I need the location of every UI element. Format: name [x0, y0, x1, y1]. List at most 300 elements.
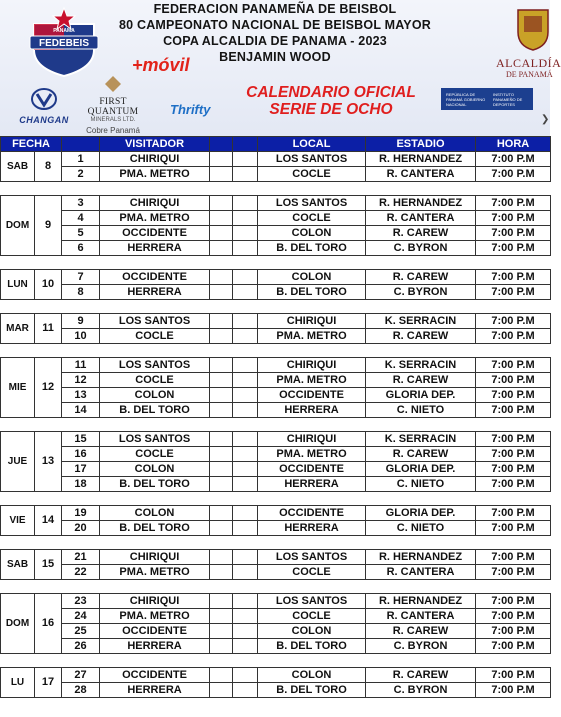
blank-cell	[210, 594, 233, 609]
blank-cell	[210, 639, 233, 654]
day-cell: VIE	[1, 506, 35, 536]
game-number-cell: 7	[62, 270, 100, 285]
blank-cell	[210, 388, 233, 403]
stadium-cell: R. HERNANDEZ	[366, 550, 476, 565]
stadium-cell: K. SERRACIN	[366, 358, 476, 373]
table-row	[1, 594, 551, 609]
dedication-title: BENJAMIN WOOD	[219, 50, 331, 64]
table-row	[1, 432, 551, 447]
visitor-cell: HERRERA	[100, 683, 210, 698]
blank-cell	[210, 624, 233, 639]
stadium-cell: R. CAREW	[366, 668, 476, 683]
local-cell: PMA. METRO	[258, 329, 366, 344]
game-number-cell: 6	[62, 241, 100, 256]
table-row	[1, 521, 551, 536]
blank-cell	[210, 167, 233, 182]
blank-cell	[210, 211, 233, 226]
stadium-cell: R. CANTERA	[366, 167, 476, 182]
header-banner	[0, 0, 561, 136]
blank-cell	[233, 270, 258, 285]
time-cell: 7:00 P.M	[476, 167, 551, 182]
table-row	[1, 462, 551, 477]
stadium-cell: R. HERNANDEZ	[366, 594, 476, 609]
visitor-cell: LOS SANTOS	[100, 314, 210, 329]
blank-cell	[233, 550, 258, 565]
changan-v-icon	[31, 88, 57, 110]
time-cell: 7:00 P.M	[476, 226, 551, 241]
stadium-cell: R. CAREW	[366, 447, 476, 462]
time-cell: 7:00 P.M	[476, 668, 551, 683]
blank-cell	[233, 211, 258, 226]
game-number-cell: 26	[62, 639, 100, 654]
time-cell: 7:00 P.M	[476, 211, 551, 226]
day-cell: JUE	[1, 432, 35, 492]
local-cell: PMA. METRO	[258, 447, 366, 462]
local-cell: COCLE	[258, 609, 366, 624]
blank-cell	[210, 447, 233, 462]
stadium-cell: R. CAREW	[366, 329, 476, 344]
visitor-cell: COLON	[100, 506, 210, 521]
blank-cell	[210, 196, 233, 211]
blank-cell	[233, 624, 258, 639]
date-cell: 13	[35, 432, 62, 492]
blank-cell	[233, 196, 258, 211]
local-cell: B. DEL TORO	[258, 639, 366, 654]
blank-header-2	[233, 137, 258, 152]
game-number-cell: 10	[62, 329, 100, 344]
separator-row	[1, 492, 551, 506]
stadium-cell: R. CAREW	[366, 226, 476, 241]
stadium-cell: K. SERRACIN	[366, 314, 476, 329]
separator-row	[1, 418, 551, 432]
table-row	[1, 609, 551, 624]
blank-cell	[233, 506, 258, 521]
separator-cell	[1, 344, 551, 358]
day-cell: SAB	[1, 152, 35, 182]
time-cell: 7:00 P.M	[476, 639, 551, 654]
game-number-cell: 8	[62, 285, 100, 300]
visitor-cell: B. DEL TORO	[100, 477, 210, 492]
local-cell: LOS SANTOS	[258, 152, 366, 167]
date-cell: 12	[35, 358, 62, 418]
blank-cell	[233, 152, 258, 167]
time-cell: 7:00 P.M	[476, 594, 551, 609]
day-cell: SAB	[1, 550, 35, 580]
visitor-cell: HERRERA	[100, 241, 210, 256]
stadium-cell: C. BYRON	[366, 683, 476, 698]
table-row	[1, 477, 551, 492]
stadium-cell: GLORIA DEP.	[366, 506, 476, 521]
blank-cell	[233, 683, 258, 698]
table-row	[1, 388, 551, 403]
date-cell: 14	[35, 506, 62, 536]
time-cell: 7:00 P.M	[476, 152, 551, 167]
stadium-cell: GLORIA DEP.	[366, 462, 476, 477]
separator-cell	[1, 182, 551, 196]
day-cell: MAR	[1, 314, 35, 344]
blank-cell	[233, 521, 258, 536]
number-header	[62, 137, 100, 152]
visitor-cell: COCLE	[100, 373, 210, 388]
blank-header-1	[210, 137, 233, 152]
table-row	[1, 668, 551, 683]
separator-cell	[1, 654, 551, 668]
federation-title: FEDERACION PANAMEÑA DE BEISBOL	[153, 2, 397, 16]
time-cell: 7:00 P.M	[476, 477, 551, 492]
blank-cell	[210, 373, 233, 388]
table-row	[1, 565, 551, 580]
schedule-table	[0, 136, 551, 698]
blank-cell	[233, 462, 258, 477]
stadium-cell: C. NIETO	[366, 521, 476, 536]
local-cell: COLON	[258, 270, 366, 285]
local-cell: CHIRIQUI	[258, 358, 366, 373]
local-header: LOCAL	[258, 137, 366, 152]
game-number-cell: 17	[62, 462, 100, 477]
date-cell: 8	[35, 152, 62, 182]
game-number-cell: 25	[62, 624, 100, 639]
fedebeis-logo	[26, 6, 102, 78]
date-cell: 16	[35, 594, 62, 654]
separator-cell	[1, 536, 551, 550]
local-cell: HERRERA	[258, 403, 366, 418]
first-quantum-sub: MINERALS LTD.	[90, 117, 136, 123]
date-cell: 9	[35, 196, 62, 256]
game-number-cell: 13	[62, 388, 100, 403]
table-row	[1, 211, 551, 226]
stadium-cell: R. CANTERA	[366, 565, 476, 580]
local-cell: COCLE	[258, 565, 366, 580]
stadium-cell: C. NIETO	[366, 403, 476, 418]
separator-cell	[1, 300, 551, 314]
time-cell: 7:00 P.M	[476, 358, 551, 373]
table-header-row	[1, 137, 551, 152]
alcaldia-text: ALCALDÍA	[496, 56, 561, 70]
time-cell: 7:00 P.M	[476, 447, 551, 462]
game-number-cell: 2	[62, 167, 100, 182]
visitor-cell: CHIRIQUI	[100, 594, 210, 609]
blank-cell	[210, 609, 233, 624]
blank-cell	[210, 358, 233, 373]
blank-cell	[233, 388, 258, 403]
separator-row	[1, 654, 551, 668]
table-row	[1, 314, 551, 329]
blank-cell	[210, 462, 233, 477]
separator-row	[1, 300, 551, 314]
time-cell: 7:00 P.M	[476, 432, 551, 447]
visitor-cell: CHIRIQUI	[100, 196, 210, 211]
visitor-cell: PMA. METRO	[100, 167, 210, 182]
separator-row	[1, 256, 551, 270]
time-cell: 7:00 P.M	[476, 403, 551, 418]
blank-cell	[210, 683, 233, 698]
local-cell: LOS SANTOS	[258, 550, 366, 565]
time-header: HORA	[476, 137, 551, 152]
blank-cell	[233, 565, 258, 580]
table-row	[1, 241, 551, 256]
local-cell: OCCIDENTE	[258, 388, 366, 403]
local-cell: OCCIDENTE	[258, 506, 366, 521]
visitor-cell: COCLE	[100, 447, 210, 462]
game-number-cell: 28	[62, 683, 100, 698]
time-cell: 7:00 P.M	[476, 329, 551, 344]
game-number-cell: 20	[62, 521, 100, 536]
game-number-cell: 22	[62, 565, 100, 580]
table-row	[1, 152, 551, 167]
blank-cell	[233, 241, 258, 256]
thrifty-logo: Thrifty	[170, 102, 211, 117]
separator-row	[1, 580, 551, 594]
visitor-cell: OCCIDENTE	[100, 624, 210, 639]
blank-cell	[210, 565, 233, 580]
blank-cell	[233, 609, 258, 624]
blank-cell	[233, 226, 258, 241]
blank-cell	[210, 226, 233, 241]
table-row	[1, 403, 551, 418]
blank-cell	[210, 314, 233, 329]
game-number-cell: 16	[62, 447, 100, 462]
game-number-cell: 23	[62, 594, 100, 609]
game-number-cell: 27	[62, 668, 100, 683]
day-cell: LUN	[1, 270, 35, 300]
movil-text: móvil	[142, 55, 190, 75]
game-number-cell: 4	[62, 211, 100, 226]
blank-cell	[233, 477, 258, 492]
stadium-cell: GLORIA DEP.	[366, 388, 476, 403]
time-cell: 7:00 P.M	[476, 241, 551, 256]
blank-cell	[233, 403, 258, 418]
blank-cell	[210, 241, 233, 256]
time-cell: 7:00 P.M	[476, 565, 551, 580]
blank-cell	[210, 403, 233, 418]
first-quantum-text: FIRST QUANTUM	[87, 97, 139, 117]
separator-cell	[1, 256, 551, 270]
local-cell: B. DEL TORO	[258, 241, 366, 256]
date-cell: 10	[35, 270, 62, 300]
separator-cell	[1, 418, 551, 432]
blank-cell	[210, 329, 233, 344]
separator-cell	[1, 580, 551, 594]
blank-cell	[210, 152, 233, 167]
local-cell: CHIRIQUI	[258, 314, 366, 329]
blank-cell	[210, 668, 233, 683]
schedule-body	[1, 152, 551, 698]
time-cell: 7:00 P.M	[476, 462, 551, 477]
table-row	[1, 285, 551, 300]
time-cell: 7:00 P.M	[476, 388, 551, 403]
blank-cell	[233, 432, 258, 447]
visitor-cell: CHIRIQUI	[100, 152, 210, 167]
game-number-cell: 24	[62, 609, 100, 624]
stadium-cell: K. SERRACIN	[366, 432, 476, 447]
table-row	[1, 639, 551, 654]
plus-icon: +	[132, 55, 143, 75]
game-number-cell: 18	[62, 477, 100, 492]
table-row	[1, 196, 551, 211]
alcaldia-shield-icon	[516, 6, 550, 50]
separator-row	[1, 536, 551, 550]
blank-cell	[210, 285, 233, 300]
visitor-cell: B. DEL TORO	[100, 403, 210, 418]
visitor-cell: PMA. METRO	[100, 565, 210, 580]
table-row	[1, 550, 551, 565]
calendar-title	[218, 84, 444, 118]
time-cell: 7:00 P.M	[476, 683, 551, 698]
stadium-cell: R. HERNANDEZ	[366, 152, 476, 167]
time-cell: 7:00 P.M	[476, 550, 551, 565]
blank-cell	[233, 314, 258, 329]
alcaldia-sub-text: DE PANAMÁ	[506, 70, 553, 79]
table-row	[1, 447, 551, 462]
stadium-cell: R. CANTERA	[366, 609, 476, 624]
day-cell: DOM	[1, 196, 35, 256]
visitor-cell: COLON	[100, 462, 210, 477]
game-number-cell: 21	[62, 550, 100, 565]
blank-cell	[233, 373, 258, 388]
fedebeis-top-text: PANAMA	[53, 28, 75, 34]
game-number-cell: 19	[62, 506, 100, 521]
visitor-cell: OCCIDENTE	[100, 270, 210, 285]
time-cell: 7:00 P.M	[476, 314, 551, 329]
stadium-cell: C. BYRON	[366, 241, 476, 256]
time-cell: 7:00 P.M	[476, 506, 551, 521]
game-number-cell: 9	[62, 314, 100, 329]
stadium-cell: C. BYRON	[366, 285, 476, 300]
visitor-cell: PMA. METRO	[100, 211, 210, 226]
cobre-panama-text: Cobre Panamá	[86, 126, 140, 135]
blank-cell	[210, 521, 233, 536]
stadium-cell: R. CAREW	[366, 624, 476, 639]
stadium-cell: R. HERNANDEZ	[366, 196, 476, 211]
blank-cell	[233, 329, 258, 344]
local-cell: LOS SANTOS	[258, 594, 366, 609]
changan-logo	[14, 88, 74, 125]
visitor-cell: B. DEL TORO	[100, 521, 210, 536]
game-number-cell: 15	[62, 432, 100, 447]
blank-cell	[210, 270, 233, 285]
visitor-cell: LOS SANTOS	[100, 432, 210, 447]
separator-row	[1, 182, 551, 196]
local-cell: COLON	[258, 668, 366, 683]
table-row	[1, 329, 551, 344]
visitor-cell: OCCIDENTE	[100, 668, 210, 683]
blank-cell	[233, 358, 258, 373]
government-logo	[441, 88, 533, 110]
table-row	[1, 167, 551, 182]
time-cell: 7:00 P.M	[476, 609, 551, 624]
date-cell: 15	[35, 550, 62, 580]
visitor-cell: LOS SANTOS	[100, 358, 210, 373]
time-cell: 7:00 P.M	[476, 373, 551, 388]
local-cell: COLON	[258, 226, 366, 241]
time-cell: 7:00 P.M	[476, 521, 551, 536]
table-row	[1, 683, 551, 698]
local-cell: HERRERA	[258, 521, 366, 536]
time-cell: 7:00 P.M	[476, 285, 551, 300]
stadium-cell: R. CANTERA	[366, 211, 476, 226]
government-right-text: INSTITUTO PANAMEÑO DE DEPORTES	[493, 92, 523, 107]
blank-cell	[233, 668, 258, 683]
table-row	[1, 270, 551, 285]
stadium-cell: C. NIETO	[366, 477, 476, 492]
blank-cell	[210, 477, 233, 492]
table-row	[1, 373, 551, 388]
stadium-header: ESTADIO	[366, 137, 476, 152]
blank-cell	[210, 550, 233, 565]
stadium-cell: C. BYRON	[366, 639, 476, 654]
visitor-cell: COCLE	[100, 329, 210, 344]
visitor-cell: COLON	[100, 388, 210, 403]
local-cell: B. DEL TORO	[258, 683, 366, 698]
table-row	[1, 506, 551, 521]
game-number-cell: 5	[62, 226, 100, 241]
visitor-cell: CHIRIQUI	[100, 550, 210, 565]
local-cell: COCLE	[258, 167, 366, 182]
local-cell: OCCIDENTE	[258, 462, 366, 477]
local-cell: COLON	[258, 624, 366, 639]
visitor-cell: OCCIDENTE	[100, 226, 210, 241]
local-cell: CHIRIQUI	[258, 432, 366, 447]
date-cell: 17	[35, 668, 62, 698]
table-row	[1, 624, 551, 639]
fecha-header: FECHA	[1, 137, 62, 152]
day-cell: MIE	[1, 358, 35, 418]
local-cell: HERRERA	[258, 477, 366, 492]
visitor-header: VISITADOR	[100, 137, 210, 152]
diamond-icon	[105, 76, 121, 92]
stadium-cell: R. CAREW	[366, 373, 476, 388]
time-cell: 7:00 P.M	[476, 270, 551, 285]
local-cell: LOS SANTOS	[258, 196, 366, 211]
first-quantum-logo	[78, 76, 148, 135]
local-cell: B. DEL TORO	[258, 285, 366, 300]
blank-cell	[233, 285, 258, 300]
blank-cell	[233, 639, 258, 654]
blank-cell	[233, 447, 258, 462]
visitor-cell: HERRERA	[100, 639, 210, 654]
game-number-cell: 14	[62, 403, 100, 418]
separator-row	[1, 344, 551, 358]
table-row	[1, 358, 551, 373]
blank-cell	[233, 167, 258, 182]
cup-title: COPA ALCALDIA DE PANAMA - 2023	[163, 34, 387, 48]
calendar-title-text: CALENDARIO OFICIAL	[246, 84, 416, 101]
visitor-cell: HERRERA	[100, 285, 210, 300]
local-cell: COCLE	[258, 211, 366, 226]
date-cell: 11	[35, 314, 62, 344]
game-number-cell: 3	[62, 196, 100, 211]
stadium-cell: R. CAREW	[366, 270, 476, 285]
day-cell: DOM	[1, 594, 35, 654]
movil-logo	[132, 55, 190, 76]
time-cell: 7:00 P.M	[476, 196, 551, 211]
calendar-subtitle-text: SERIE DE OCHO	[269, 101, 393, 118]
blank-cell	[210, 506, 233, 521]
blank-cell	[210, 432, 233, 447]
game-number-cell: 12	[62, 373, 100, 388]
championship-title: 80 CAMPEONATO NACIONAL DE BEISBOL MAYOR	[118, 18, 431, 32]
table-row	[1, 226, 551, 241]
local-cell: PMA. METRO	[258, 373, 366, 388]
blank-cell	[233, 594, 258, 609]
game-number-cell: 1	[62, 152, 100, 167]
arrow-icon: ❯	[541, 114, 550, 125]
changan-text: CHANGAN	[19, 115, 69, 125]
separator-cell	[1, 492, 551, 506]
time-cell: 7:00 P.M	[476, 624, 551, 639]
game-number-cell: 11	[62, 358, 100, 373]
government-left-text: REPÚBLICA DE PANAMÁ GOBIERNO NACIONAL	[446, 92, 486, 107]
